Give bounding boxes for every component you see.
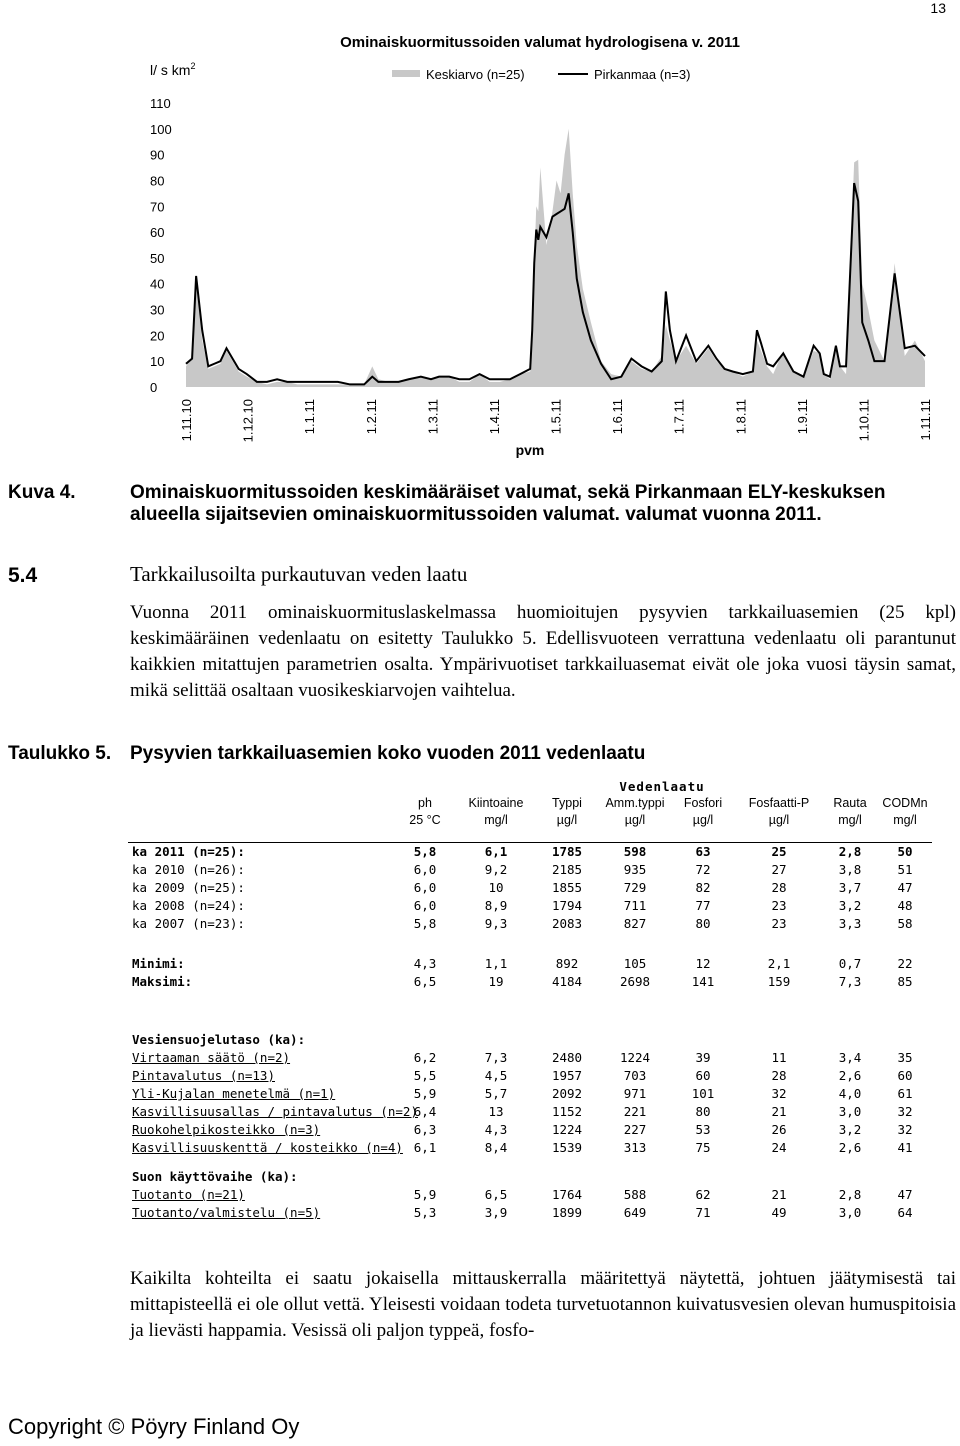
table-row <box>128 897 932 915</box>
table-cell: 5,3 <box>413 1205 437 1220</box>
x-tick-label: 1.11.11 <box>918 399 933 441</box>
table-cell: 32 <box>897 1104 913 1119</box>
row-label: Kasvillisuusallas / pintavalutus (n=2) <box>132 1104 418 1119</box>
x-axis-label: pvm <box>515 442 545 458</box>
legend-label-keskiarvo: Keskiarvo (n=25) <box>426 67 525 82</box>
y-tick-label: 60 <box>150 225 165 241</box>
table-column-header-row <box>128 795 932 812</box>
table-row <box>128 1049 932 1067</box>
table-cell: 7,3 <box>838 974 862 989</box>
column-unit: µg/l <box>556 813 578 827</box>
section-number: 5.4 <box>8 564 38 587</box>
figure-label: Kuva 4. <box>8 482 76 503</box>
table-cell: 47 <box>897 1187 913 1202</box>
table-cell: 75 <box>695 1140 711 1155</box>
page-number: 13 <box>930 0 946 16</box>
row-label: ka 2008 (n=24): <box>132 898 245 913</box>
table-spacer-cell <box>128 944 932 955</box>
table-cell: 6,5 <box>484 1187 508 1202</box>
y-tick-label: 70 <box>150 199 165 215</box>
y-tick-label: 20 <box>150 328 165 344</box>
table-cell: 6,0 <box>413 862 437 877</box>
table-row <box>128 955 932 973</box>
table-cell: 313 <box>623 1140 647 1155</box>
table-cell: 729 <box>623 880 647 895</box>
runoff-chart-svg <box>130 25 960 485</box>
table-cell: 3,0 <box>838 1104 862 1119</box>
table-cell: 48 <box>897 898 913 913</box>
table-cell: 22 <box>897 956 913 971</box>
y-tick-label: 10 <box>150 354 165 370</box>
table-group-header-row <box>128 778 932 795</box>
table-row <box>128 1139 932 1157</box>
table-cell: 8,9 <box>484 898 508 913</box>
table-cell: 77 <box>695 898 711 913</box>
table-cell: 0,7 <box>838 956 862 971</box>
y-tick-label: 90 <box>150 147 165 163</box>
table-cell: 9,3 <box>484 916 508 931</box>
table-cell: 41 <box>897 1140 913 1155</box>
table-cell: 11 <box>771 1050 787 1065</box>
table-cell: 32 <box>897 1122 913 1137</box>
table-cell: 6,2 <box>413 1050 437 1065</box>
table-cell: 49 <box>771 1205 787 1220</box>
table-cell: 1764 <box>551 1187 583 1202</box>
table-cell: 703 <box>623 1068 647 1083</box>
row-label: Minimi: <box>132 956 185 971</box>
y-tick-label: 0 <box>150 380 158 395</box>
table-spacer-row <box>128 933 932 944</box>
table-cell: 1785 <box>534 843 600 862</box>
table-spacer-cell <box>128 991 932 1031</box>
table-cell: 935 <box>623 862 647 877</box>
table-cell: 10 <box>488 880 504 895</box>
table-cell: 3,7 <box>838 880 862 895</box>
table-cell: 7,3 <box>484 1050 508 1065</box>
table-cell: 3,0 <box>838 1205 862 1220</box>
table-cell: 61 <box>897 1086 913 1101</box>
column-header: Rauta <box>833 796 867 810</box>
table-cell: 6,1 <box>413 1140 437 1155</box>
table-cell: 3,4 <box>838 1050 862 1065</box>
table-cell: 51 <box>897 862 913 877</box>
table-cell: 35 <box>897 1050 913 1065</box>
table-cell: 39 <box>695 1050 711 1065</box>
x-tick-label: 1.5.11 <box>548 399 564 435</box>
table-subheading-row <box>128 1031 932 1049</box>
table-cell: 60 <box>695 1068 711 1083</box>
table-cell: 47 <box>897 880 913 895</box>
table-row <box>128 1067 932 1085</box>
runoff-chart <box>130 25 960 485</box>
table-unit-row <box>128 812 932 829</box>
table-row <box>128 879 932 897</box>
table-cell: 6,1 <box>458 843 534 862</box>
column-unit: µg/l <box>768 813 790 827</box>
column-header: CODMn <box>882 796 928 810</box>
table-cell: 4,3 <box>484 1122 508 1137</box>
table-cell: 5,8 <box>392 843 458 862</box>
table-cell: 1224 <box>619 1050 651 1065</box>
chart-title: Ominaiskuormitussoiden valumat hydrologisena v. 2011 <box>340 34 740 51</box>
plot-area <box>186 129 925 387</box>
table-row <box>128 1204 932 1222</box>
table-row <box>128 1103 932 1121</box>
x-tick-label: 1.11.10 <box>179 399 194 442</box>
table-spacer-row <box>128 944 932 955</box>
table-cell: 82 <box>695 880 711 895</box>
chart-legend <box>392 67 690 82</box>
table-cell: 6,4 <box>413 1104 437 1119</box>
table-cell: 159 <box>767 974 791 989</box>
table-cell: 2,6 <box>838 1140 862 1155</box>
table-cell: 221 <box>623 1104 647 1119</box>
table-cell: 971 <box>623 1086 647 1101</box>
table-cell: 2480 <box>551 1050 583 1065</box>
table-row <box>128 1121 932 1139</box>
table-cell: 19 <box>488 974 504 989</box>
table-cell: 28 <box>771 1068 787 1083</box>
row-label: ka 2007 (n=23): <box>132 916 245 931</box>
table-cell: 711 <box>623 898 647 913</box>
table-row <box>128 861 932 879</box>
column-header: Kiintoaine <box>468 796 524 810</box>
table-cell: 58 <box>897 916 913 931</box>
table-cell: 598 <box>600 843 670 862</box>
x-tick-label: 1.12.10 <box>240 399 256 443</box>
table-cell: 12 <box>695 956 711 971</box>
row-label: Yli-Kujalan menetelmä (n=1) <box>132 1086 336 1101</box>
table-cell: 63 <box>670 843 736 862</box>
table-cell: 25 <box>736 843 822 862</box>
table-cell: 60 <box>897 1068 913 1083</box>
table-cell: 72 <box>695 862 711 877</box>
section-body: Vuonna 2011 ominaiskuormituslaskelmassa huomioitujen pysyvien tarkkailuasemien (25 kpl) keskimääräinen vedenlaatu on esitetty Taulukko 5. Edellisvuoteen verrattuna vedenlaatu oli parantunut kaikkien mitattujen parametrien osalta. Ympärivuotiset tarkkailuasemat eivät ole joka vuosi täysin samat, mikä selittää osaltaan vuosikeskiarvojen vaihtelua. <box>130 602 956 701</box>
table-cell: 649 <box>623 1205 647 1220</box>
column-header: Fosfori <box>683 796 723 810</box>
table-cell: 2,6 <box>838 1068 862 1083</box>
table-cell: 80 <box>695 1104 711 1119</box>
table-header-spacer <box>128 812 392 829</box>
column-unit: 25 °C <box>409 813 441 827</box>
table-cell: 27 <box>771 862 787 877</box>
y-tick-label: 110 <box>150 96 171 111</box>
y-axis-label: l/ s $km^2$ <box>150 61 196 78</box>
x-tick-label: 1.4.11 <box>486 399 502 435</box>
table-title: Pysyvien tarkkailuasemien koko vuoden 2011 vedenlaatu <box>130 743 646 764</box>
column-unit: µg/l <box>692 813 714 827</box>
table-label: Taulukko 5. <box>8 743 112 764</box>
table-cell: 1899 <box>551 1205 583 1220</box>
column-header: Fosfaatti-P <box>748 796 810 810</box>
table-cell: 3,8 <box>838 862 862 877</box>
legend-label-pirkanmaa: Pirkanmaa (n=3) <box>594 67 691 82</box>
table-cell: 827 <box>623 916 647 931</box>
column-unit: mg/l <box>484 813 508 827</box>
row-label: Tuotanto/valmistelu (n=5) <box>132 1205 321 1220</box>
row-label: ka 2011 (n=25): <box>128 843 392 862</box>
table-cell: 5,7 <box>484 1086 508 1101</box>
table-cell: 6,3 <box>413 1122 437 1137</box>
table-row <box>128 973 932 991</box>
water-quality-grid <box>128 778 932 1222</box>
table-cell: 6,5 <box>413 974 437 989</box>
table-spacer-cell <box>128 933 932 944</box>
x-tick-label: 1.8.11 <box>733 399 749 435</box>
x-axis-ticks <box>179 399 933 442</box>
table-cell: 64 <box>897 1205 913 1220</box>
y-tick-label: 100 <box>150 121 172 137</box>
row-label: ka 2010 (n=26): <box>132 862 245 877</box>
row-label: Kasvillisuuskenttä / kosteikko (n=4) <box>132 1140 403 1155</box>
table-cell: 227 <box>623 1122 647 1137</box>
table-row <box>128 915 932 933</box>
table-cell: 3,2 <box>838 898 862 913</box>
table-cell: 5,9 <box>413 1086 437 1101</box>
table-spacer-row <box>128 1157 932 1168</box>
x-tick-label: 1.9.11 <box>794 399 810 435</box>
table-subheading: Vesiensuojelutaso (ka): <box>132 1032 306 1047</box>
table-subheading: Suon käyttövaihe (ka): <box>132 1169 298 1184</box>
table-subheading-row <box>128 1168 932 1186</box>
table-cell: 3,9 <box>484 1205 508 1220</box>
table-cell: 1224 <box>551 1122 583 1137</box>
table-cell: 8,4 <box>484 1140 508 1155</box>
table-cell: 1794 <box>551 898 583 913</box>
table-cell: 1,1 <box>484 956 508 971</box>
table-cell: 2698 <box>619 974 651 989</box>
column-header: Amm.typpi <box>605 796 665 810</box>
table-cell: 2,8 <box>822 843 878 862</box>
table-cell: 105 <box>623 956 647 971</box>
table-cell: 21 <box>771 1104 787 1119</box>
table-cell: 141 <box>691 974 715 989</box>
table-cell: 4,3 <box>413 956 437 971</box>
column-unit: mg/l <box>838 813 862 827</box>
table-cell: 5,9 <box>413 1187 437 1202</box>
row-label: Virtaaman säätö (n=2) <box>132 1050 291 1065</box>
column-unit: µg/l <box>624 813 646 827</box>
table-cell: 71 <box>695 1205 711 1220</box>
bottom-paragraph: Kaikilta kohteilta ei saatu jokaisella mittauskerralla määritettyä näytettä, johtuen jäätymisestä tai mittapisteellä ei ole ollut vettä. Yleisesti voidaan todeta turvetuotannon kuivatusvesien olevan humuspitoisia ja lievästi happamia. Vesissä oli paljon typpeä, fosfo- <box>130 1268 956 1341</box>
table-spacer-cell <box>128 1157 932 1168</box>
y-tick-label: 40 <box>150 276 165 292</box>
table-group-header: Vedenlaatu <box>619 779 705 794</box>
y-tick-label: 50 <box>150 250 165 266</box>
row-label: Tuotanto (n=21) <box>132 1187 245 1202</box>
x-tick-label: 1.6.11 <box>610 399 626 435</box>
table-header-spacer <box>128 795 392 812</box>
table-cell: 62 <box>695 1187 711 1202</box>
table-cell: 4,5 <box>484 1068 508 1083</box>
table-cell: 3,3 <box>838 916 862 931</box>
table-cell: 28 <box>771 880 787 895</box>
table-spacer-row <box>128 991 932 1031</box>
table-cell: 23 <box>771 916 787 931</box>
column-header: Typpi <box>552 796 582 810</box>
row-label: Maksimi: <box>132 974 193 989</box>
table-cell: 1957 <box>551 1068 583 1083</box>
y-axis-ticks <box>150 96 172 395</box>
table-header-spacer <box>128 778 392 795</box>
x-tick-label: 1.3.11 <box>425 399 441 435</box>
table-cell: 24 <box>771 1140 787 1155</box>
column-header: ph <box>418 796 432 810</box>
table-cell: 50 <box>878 843 932 862</box>
table-cell: 2083 <box>551 916 583 931</box>
table-cell: 53 <box>695 1122 711 1137</box>
table-cell: 1855 <box>551 880 583 895</box>
table-row <box>128 1186 932 1204</box>
table-cell: 4,0 <box>838 1086 862 1101</box>
table-cell: 2092 <box>551 1086 583 1101</box>
table-cell: 3,2 <box>838 1122 862 1137</box>
table-cell: 21 <box>771 1187 787 1202</box>
table-cell: 23 <box>771 898 787 913</box>
table-cell: 13 <box>488 1104 504 1119</box>
legend-swatch-keskiarvo <box>392 70 420 77</box>
row-label: Pintavalutus (n=13) <box>132 1068 275 1083</box>
row-label: Ruokohelpikosteikko (n=3) <box>132 1122 321 1137</box>
table-row <box>128 843 932 862</box>
table-spacer-row <box>128 829 932 843</box>
row-label: ka 2009 (n=25): <box>132 880 245 895</box>
table-cell: 1152 <box>551 1104 583 1119</box>
table-cell: 9,2 <box>484 862 508 877</box>
table-cell: 5,8 <box>413 916 437 931</box>
section-title: Tarkkailusoilta purkautuvan veden laatu <box>130 562 468 586</box>
table-cell: 6,0 <box>413 880 437 895</box>
table-cell: 80 <box>695 916 711 931</box>
table-spacer-cell <box>128 829 932 843</box>
x-tick-label: 1.2.11 <box>363 399 379 435</box>
x-tick-label: 1.1.11 <box>302 399 318 435</box>
table-cell: 26 <box>771 1122 787 1137</box>
table-cell: 6,0 <box>413 898 437 913</box>
column-unit: mg/l <box>893 813 917 827</box>
copyright-footer: Copyright © Pöyry Finland Oy <box>8 1414 300 1439</box>
table-cell: 101 <box>691 1086 715 1101</box>
table-cell: 1539 <box>551 1140 583 1155</box>
table-cell: 892 <box>555 956 579 971</box>
x-tick-label: 1.7.11 <box>671 399 687 435</box>
table-cell: 2,1 <box>767 956 791 971</box>
series-keskiarvo-area <box>186 129 925 387</box>
figure-caption: Ominaiskuormitussoiden keskimääräiset valumat, sekä Pirkanmaan ELY-keskuksen alueella sijaitsevien ominaiskuormitussoiden valumat. valumat vuonna 2011. <box>130 482 886 525</box>
y-tick-label: 30 <box>150 302 165 318</box>
table-cell: 2,8 <box>838 1187 862 1202</box>
table-cell: 588 <box>623 1187 647 1202</box>
x-tick-label: 1.10.11 <box>856 399 872 442</box>
water-quality-table <box>128 778 932 1222</box>
table-row <box>128 1085 932 1103</box>
table-cell: 5,5 <box>413 1068 437 1083</box>
table-cell: 4184 <box>551 974 583 989</box>
y-tick-label: 80 <box>150 173 165 189</box>
table-cell: 85 <box>897 974 913 989</box>
table-cell: 2185 <box>551 862 583 877</box>
table-cell: 32 <box>771 1086 787 1101</box>
